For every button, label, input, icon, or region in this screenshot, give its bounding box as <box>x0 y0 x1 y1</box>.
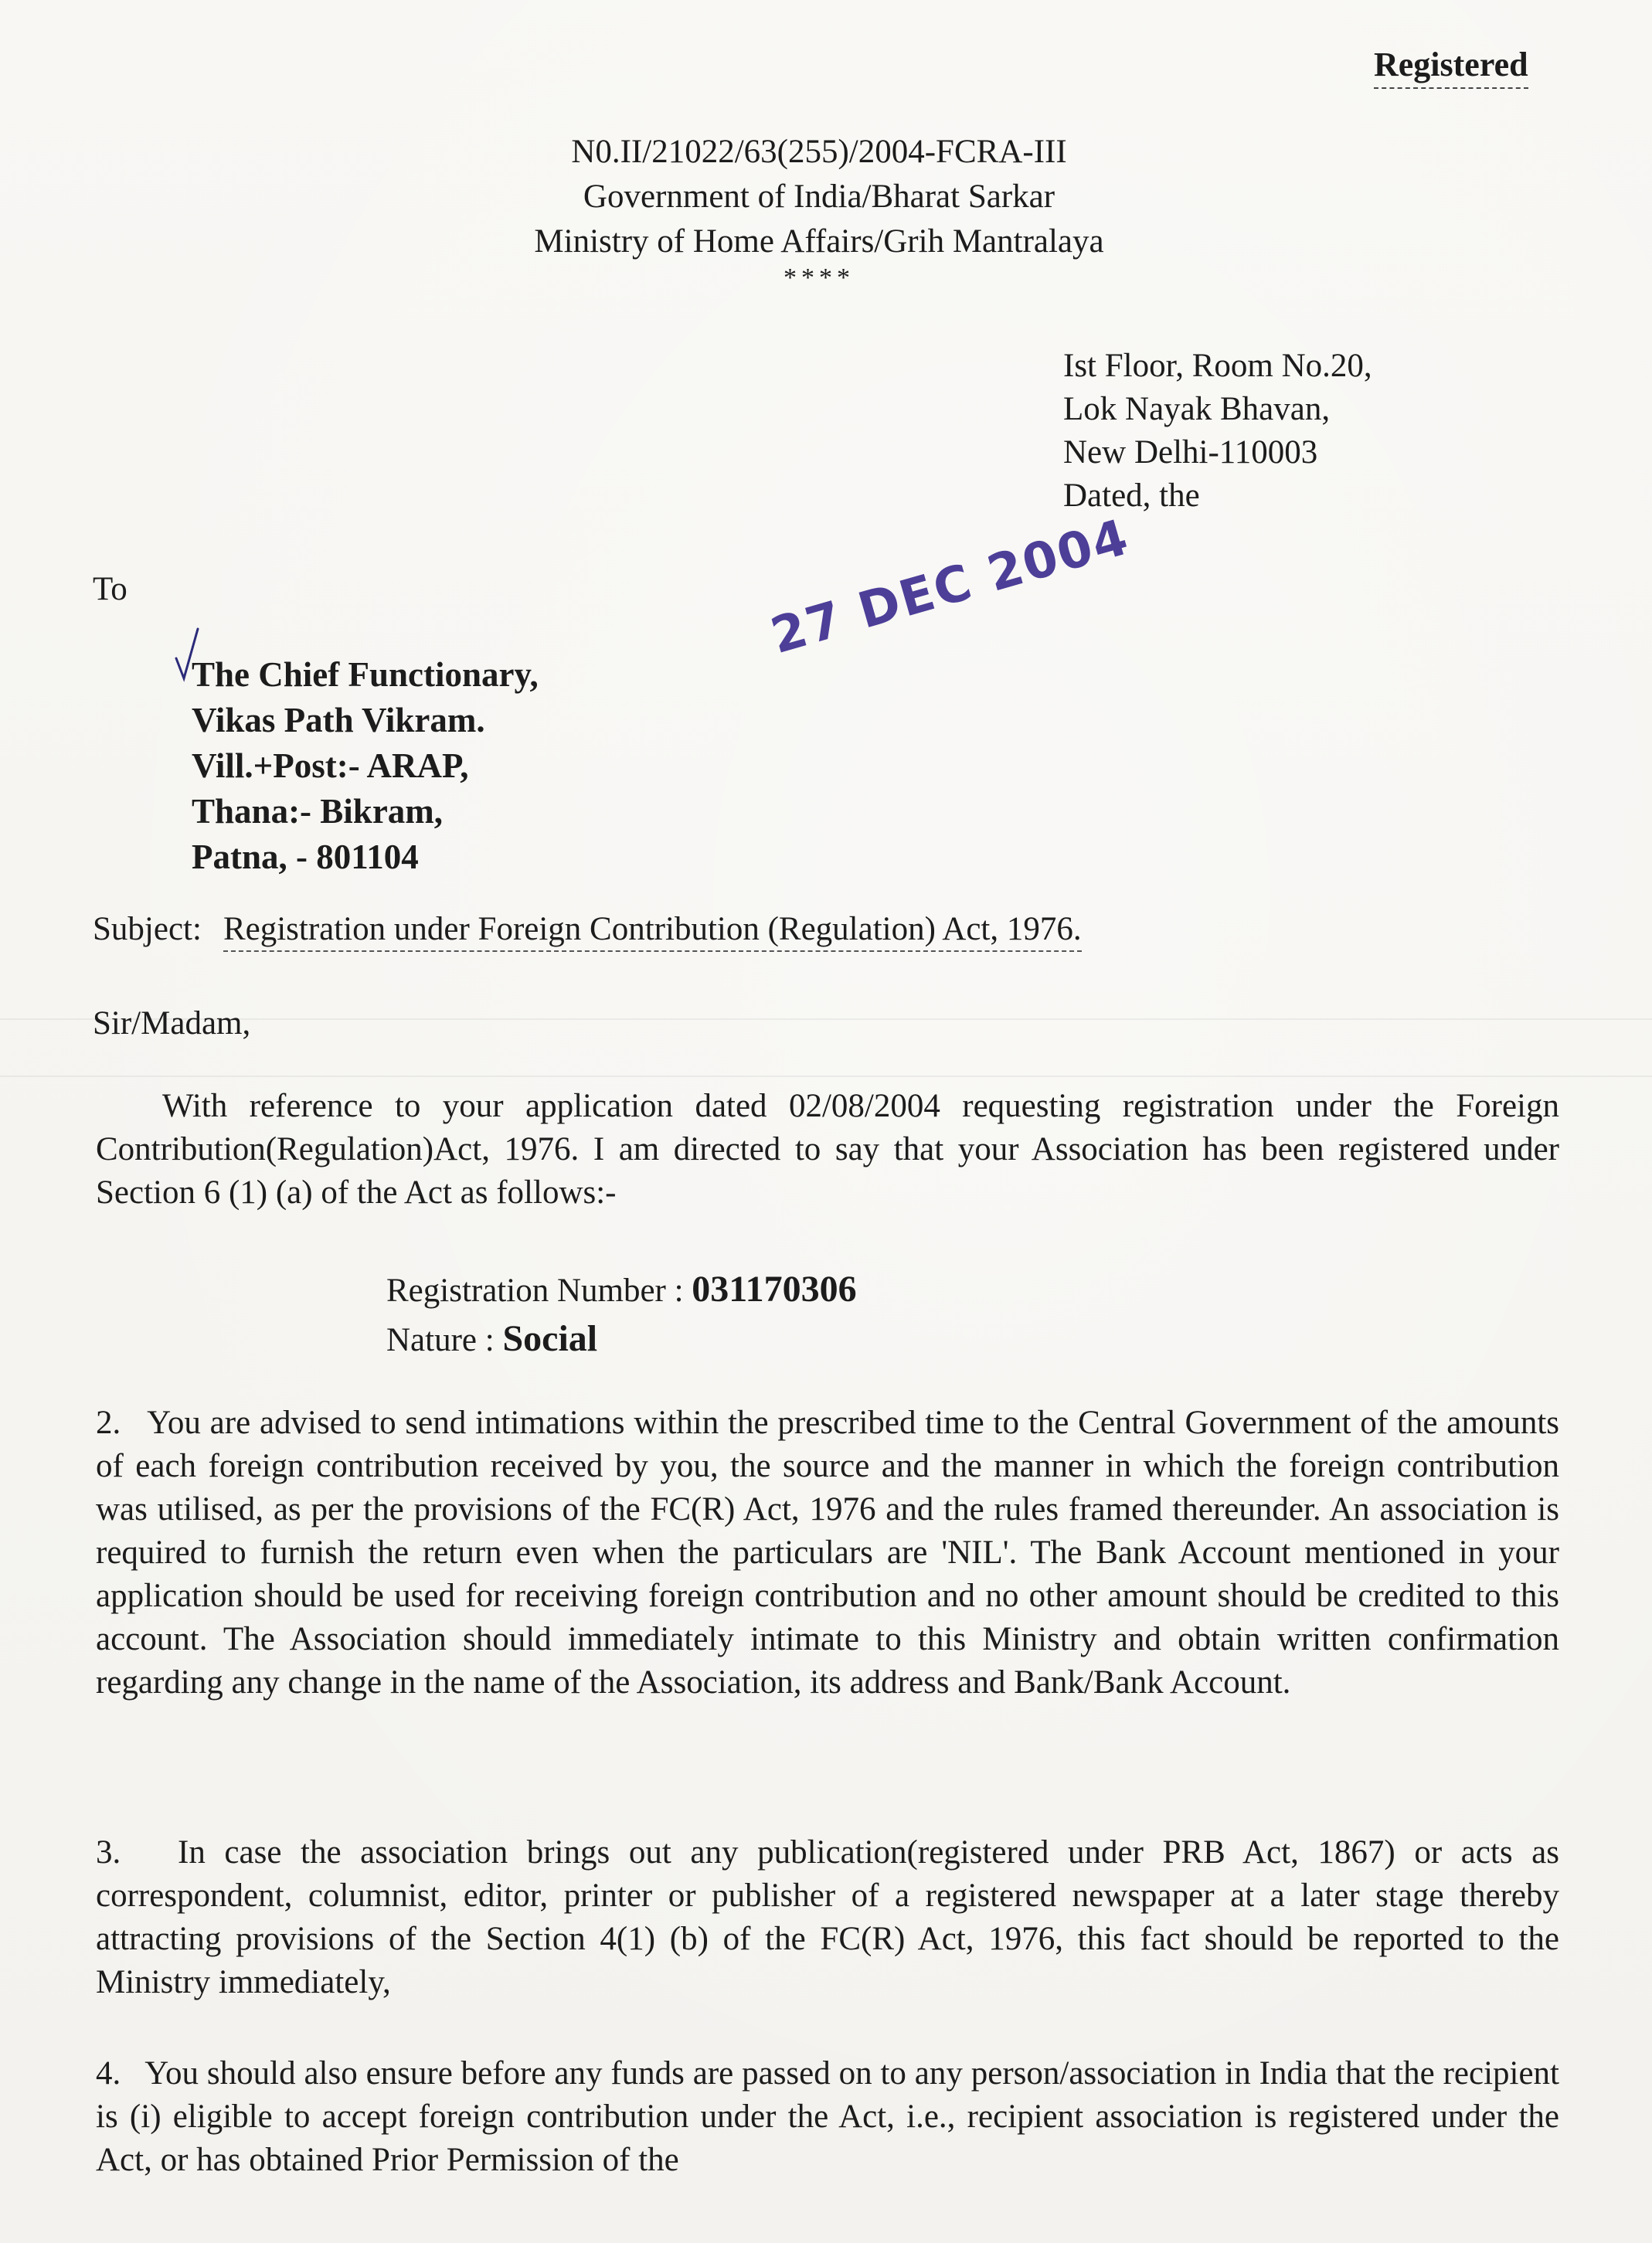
file-number: N0.II/21022/63(255)/2004-FCRA-III <box>571 134 1067 170</box>
government-name: Government of India/Bharat Sarkar <box>583 178 1055 215</box>
paragraph-3: 3. In case the association brings out any publication(registered under PRB Act, 1867) or acts as correspondent, columnist, editor, printer or publisher of a registered newspaper at a later stage thereby attracting provisions of the Section 4(1) (b) of the FC(R) Act, 1976, this fact should be reported to the Ministry immediately, <box>96 1834 1568 2000</box>
paragraph-2: 2. You are advised to send intimations within the prescribed time to the Central Government of the amounts of each foreign contribution received by you, the source and the manner in which the foreign contribution was utilised, as per the provisions of the FC(R) Act, 1976 and the rules framed thereunder. An association is required to furnish the return even when the particulars are 'NIL'. The Bank Account mentioned in your application should be used for receiving foreign contribution and no other amount should be credited to this account. The Association should immediately intimate to this Ministry and obtain written confirmation regarding any change in the name of the Association, its address and Bank/Bank Account. <box>96 1405 1568 1701</box>
ministry-name: Ministry of Home Affairs/Grih Mantralaya <box>534 223 1104 260</box>
sender-address <box>1063 345 1372 518</box>
registration-number-row <box>386 1266 857 1315</box>
letter-header <box>448 130 1190 292</box>
dated-line: Dated, the <box>1063 477 1200 514</box>
nature-value: Social <box>502 1318 598 1359</box>
paper-fold-line <box>0 1076 1652 1077</box>
recipient-address <box>192 652 539 880</box>
registration-number-label: Registration Number : <box>386 1273 684 1309</box>
nature-label: Nature : <box>386 1322 495 1358</box>
to-label: To <box>93 571 127 607</box>
recipient-line: Vill.+Post:- ARAP, <box>192 746 469 785</box>
paragraph-4: 4. You should also ensure before any funds are passed on to any person/association in India that the recipient is (i) eligible to accept foreign contribution under the Act, i.e., recipient association is registered under the Act, or has obtained Prior Permission of the <box>96 2055 1568 2178</box>
address-line: New Delhi-110003 <box>1063 434 1318 471</box>
address-line: Lok Nayak Bhavan, <box>1063 391 1331 427</box>
date-stamp: 27 DEC 2004 <box>765 508 1136 666</box>
subject-line <box>93 910 1082 948</box>
subject-text: Registration under Foreign Contribution (Regulation) Act, 1976. <box>223 911 1082 952</box>
subject-label: Subject: <box>93 911 202 947</box>
intro-paragraph: With reference to your application dated 02/08/2004 requesting registration under the Foreign Contribution(Regulation)Act, 1976. I am directed to say that your Association has been registered under Section 6 (1) (a) of the Act as follows:- <box>96 1088 1559 1211</box>
recipient-line: The Chief Functionary, <box>192 655 539 694</box>
address-line: Ist Floor, Room No.20, <box>1063 348 1372 384</box>
nature-row <box>386 1315 857 1364</box>
registration-details <box>386 1266 857 1364</box>
recipient-line: Vikas Path Vikram. <box>192 701 485 739</box>
recipient-line: Thana:- Bikram, <box>192 792 444 831</box>
header-separator: **** <box>784 263 855 292</box>
recipient-line: Patna, - 801104 <box>192 838 419 876</box>
registered-label: Registered <box>1374 45 1528 89</box>
registration-number-value: 031170306 <box>692 1269 857 1310</box>
salutation: Sir/Madam, <box>93 1005 251 1042</box>
